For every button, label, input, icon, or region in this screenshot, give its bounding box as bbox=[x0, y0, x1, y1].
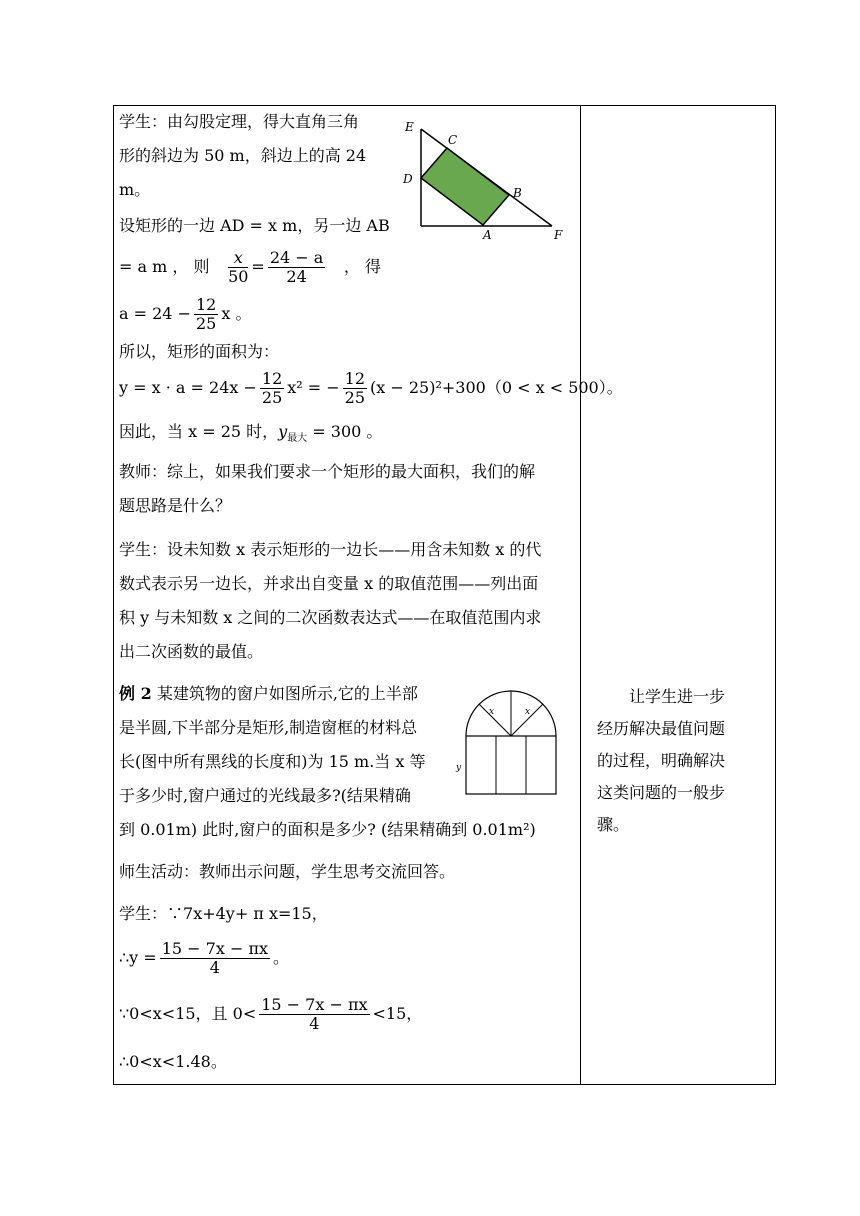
p2-line3: a = 24 − $\frac{12}{25}$ x 。 bbox=[119, 294, 252, 333]
triangle-rectangle-figure bbox=[399, 111, 574, 241]
example2-line2: 是半圆,下半部分是矩形,制造窗框的材料总 bbox=[119, 718, 418, 737]
area-equation: y = x · a = 24x − $\frac{12}{25}$ x² = − $\frac{12}{25}$ (x − 25)²+300（0 < x < 500）。 bbox=[119, 368, 623, 407]
p1-line3: m。 bbox=[119, 180, 151, 199]
equation-line3: ∵0<x<15，且 0< $\frac{15 - 7x - \pi x}{4}$ <15， bbox=[119, 994, 423, 1033]
green-rectangle bbox=[421, 148, 509, 225]
student-answer-line1: 学生：设未知数 x 表示矩形的一边长——用含未知数 x 的代 bbox=[119, 540, 542, 559]
fraction-12-25-b: $\frac{12}{25}$ bbox=[344, 368, 366, 407]
equation-line2: ∴y = $\frac{15 - 7x - \pi x}{4}$ 。 bbox=[119, 938, 289, 977]
fraction-y: $\frac{15 - 7x - \pi x}{4}$ bbox=[161, 938, 268, 977]
p2-text-b: ， 得 bbox=[343, 257, 381, 276]
student-answer-line2: 数式表示另一边长，并求出自变量 x 的取值范围——列出面 bbox=[119, 574, 539, 593]
label-F: F bbox=[554, 228, 563, 241]
label-D: D bbox=[403, 172, 413, 186]
p3-line1: 所以，矩形的面积为： bbox=[119, 342, 280, 361]
teacher-question-line2: 题思路是什么？ bbox=[119, 496, 232, 515]
p1-line2: 形的斜边为 50 m，斜边上的高 24 bbox=[119, 146, 367, 165]
student-answer-line4: 出二次函数的最值。 bbox=[119, 642, 264, 661]
fraction-12-25: $\frac{12}{25}$ bbox=[195, 294, 217, 333]
window-label-x1: x bbox=[489, 707, 495, 717]
teacher-question-line1: 教师：综上，如果我们要求一个矩形的最大面积，我们的解 bbox=[119, 462, 536, 481]
activity-line: 师生活动：教师出示问题，学生思考交流回答。 bbox=[119, 862, 456, 881]
label-C: C bbox=[448, 133, 458, 147]
intent-column bbox=[581, 106, 775, 1084]
fraction-12-25-a: $\frac{12}{25}$ bbox=[261, 368, 283, 407]
equation-line1: 学生：∵7x+4y+ π x=15， bbox=[119, 904, 328, 923]
window-label-x2: x bbox=[525, 707, 531, 717]
process-column bbox=[114, 106, 623, 1084]
example2-line3: 长(图中所有黑线的长度和)为 15 m.当 x 等 bbox=[119, 752, 426, 771]
example2-line5: 到 0.01m) 此时,窗户的面积是多少? (结果精确到 0.01m²) bbox=[119, 820, 536, 839]
equation-line4: ∴0<x<1.48。 bbox=[119, 1052, 227, 1071]
label-B: B bbox=[513, 186, 522, 200]
window-label-y: y bbox=[456, 763, 462, 773]
window-figure bbox=[454, 686, 570, 796]
design-intent-text: 让学生进一步 经历解决最值问题 的过程，明确解决 这类问题的一般步 骤。 bbox=[597, 687, 726, 834]
p2-line1: 设矩形的一边 AD = x m，另一边 AB bbox=[119, 216, 390, 235]
p2-text-a: = a m ， 则 bbox=[119, 257, 210, 276]
student-answer-line3: 积 y 与未知数 x 之间的二次函数表达式——在取值范围内求 bbox=[119, 608, 542, 627]
fraction-x-50: $\frac{x}{50}$ bbox=[228, 247, 249, 286]
example2-line1: 例 2 某建筑物的窗户如图所示,它的上半部 bbox=[119, 684, 418, 703]
p1-line1: 学生：由勾股定理，得大直角三角 bbox=[119, 112, 360, 131]
fraction-24a-24: $\frac{24 - a}{24}$ bbox=[269, 247, 324, 286]
fraction-range: $\frac{15 - 7x - \pi x}{4}$ bbox=[261, 994, 368, 1033]
example-tag: 例 2 bbox=[119, 684, 152, 703]
max-value-line: 因此，当 x = 25 时，$y_{最大} = 300$ 。 bbox=[119, 422, 383, 444]
label-E: E bbox=[405, 120, 414, 134]
lesson-table bbox=[113, 105, 776, 1085]
label-A: A bbox=[483, 228, 492, 241]
p2-line2: = a m ， 则 $\frac{x}{50}$ = $\frac{24 - a}{24}$ ， 得 bbox=[119, 247, 381, 286]
example2-line4: 于多少时,窗户通过的光线最多?(结果精确 bbox=[119, 786, 411, 805]
